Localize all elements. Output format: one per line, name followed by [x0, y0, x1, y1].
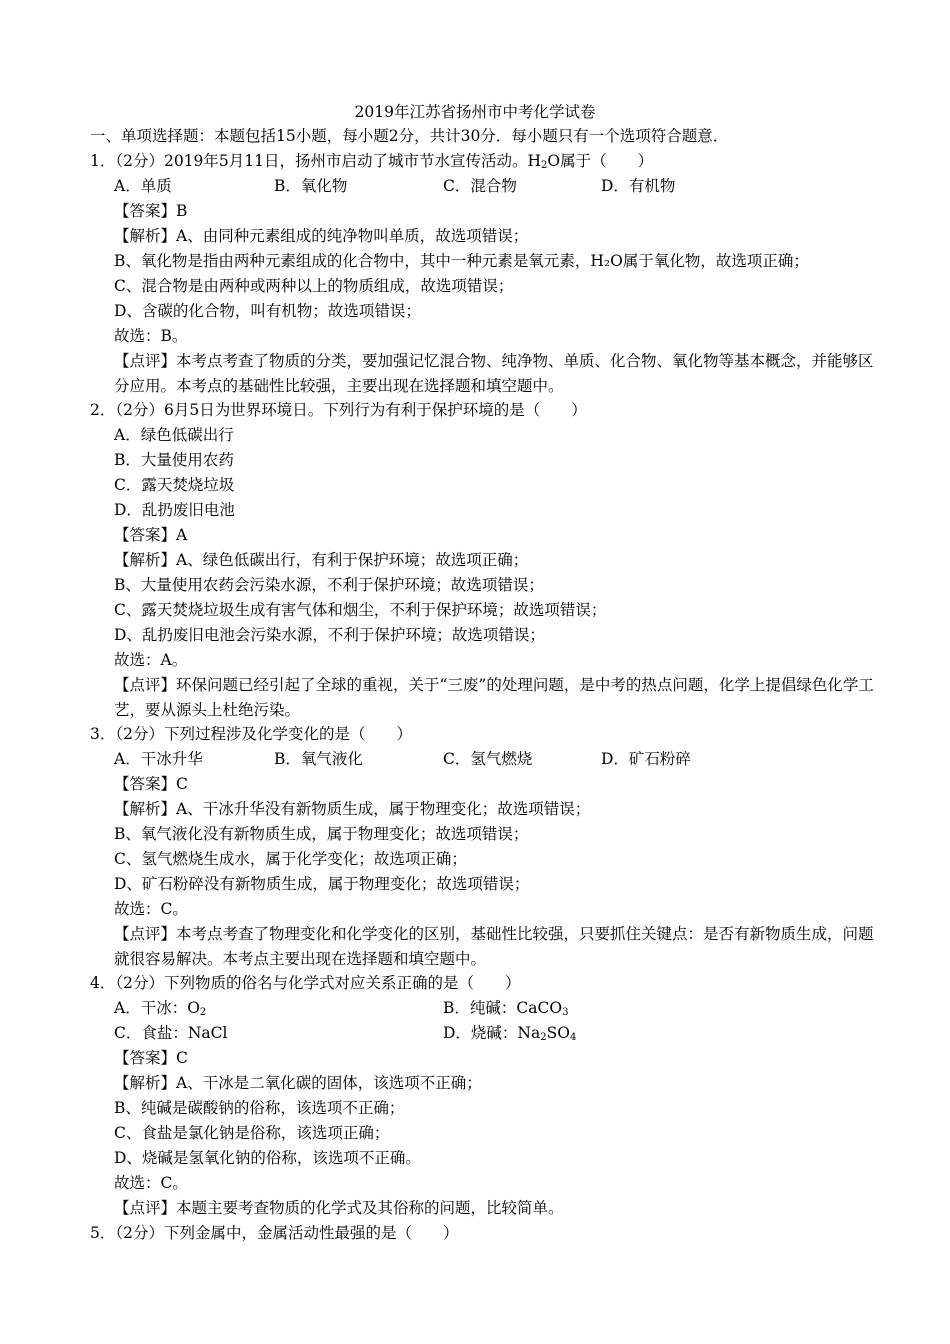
q1-comment: 【点评】本考点考查了物质的分类，要加强记忆混合物、纯净物、单质、化合物、氧化物等基本概念，并能够区分应用。本考点的基础性比较强，主要出现在选择题和填空题中。 [114, 352, 874, 395]
q4-analysis-line: 故选：C。 [114, 1174, 188, 1192]
q1-analysis-line: C、混合物是由两种或两种以上的物质组成，故选项错误； [114, 277, 514, 295]
question-2-stem: 2．（2分）6月5日为世界环境日。下列行为有利于保护环境的是（ ） [90, 401, 587, 419]
q2-answer: 【答案】A [114, 526, 188, 544]
q2-option-b: B．大量使用农药 [114, 451, 234, 469]
q3-analysis-line: 故选：C。 [114, 900, 188, 918]
q2-analysis-line: 【解析】A、绿色低碳出行，有利于保护环境；故选项正确； [114, 551, 529, 569]
q4-option-d: D．烧碱：$Na_2SO_4$ [443, 1024, 577, 1043]
q4-option-a: A．干冰：$O_2$ [114, 999, 207, 1018]
q2-comment: 【点评】环保问题已经引起了全球的重视，关于“三废”的处理问题，是中考的热点问题，化学上提倡绿色化学工艺，要从源头上杜绝污染。 [114, 676, 874, 719]
q2-analysis-line: 故选：A。 [114, 651, 188, 669]
q1-option-b: B．氧化物 [274, 177, 348, 195]
section-heading: 一、单项选择题：本题包括15小题，每小题2分，共计30分．每小题只有一个选项符合题意． [90, 127, 729, 145]
q3-analysis-line: 【解析】A、干冰升华没有新物质生成，属于物理变化；故选项错误； [114, 800, 591, 818]
q3-option-c: C．氢气燃烧 [443, 750, 533, 768]
q2-analysis-line: C、露天焚烧垃圾生成有害气体和烟尘，不利于保护环境；故选项错误； [114, 601, 607, 619]
q1-analysis-line: B、氧化物是指由两种元素组成的化合物中，其中一种元素是氧元素，H₂O属于氧化物，故选项正确； [114, 252, 809, 270]
q2-analysis-line: B、大量使用农药会污染水源，不利于保护环境；故选项错误； [114, 576, 544, 594]
q2-option-a: A．绿色低碳出行 [114, 426, 234, 444]
q3-answer: 【答案】C [114, 775, 188, 793]
q4-answer: 【答案】C [114, 1049, 188, 1067]
q2-analysis-line: D、乱扔废旧电池会污染水源，不利于保护环境；故选项错误； [114, 626, 545, 644]
q1-option-c: C．混合物 [443, 177, 517, 195]
q3-option-a: A．干冰升华 [114, 750, 203, 768]
q3-option-b: B．氧气液化 [274, 750, 363, 768]
q2-option-d: D．乱扔废旧电池 [114, 501, 235, 519]
q4-option-c: C．食盐：NaCl [114, 1024, 228, 1042]
q3-analysis-line: D、矿石粉碎没有新物质生成，属于物理变化；故选项错误； [114, 875, 530, 893]
q3-comment: 【点评】本考点考查了物理变化和化学变化的区别，基础性比较强，只要抓住关键点：是否有新物质生成，问题就很容易解决。本考点主要出现在选择题和填空题中。 [114, 925, 874, 968]
q1-answer: 【答案】B [114, 202, 188, 220]
q4-comment: 【点评】本题主要考查物质的化学式及其俗称的问题，比较简单。 [114, 1199, 564, 1217]
q3-option-d: D．矿石粉碎 [601, 750, 691, 768]
q1-option-d: D．有机物 [601, 177, 676, 195]
q1-analysis-line: D、含碳的化合物，叫有机物；故选项错误； [114, 302, 421, 320]
question-5-stem: 5．（2分）下列金属中，金属活动性最强的是（ ） [90, 1224, 459, 1242]
q4-analysis-line: D、烧碱是氢氧化钠的俗称，该选项不正确。 [114, 1149, 421, 1167]
q3-analysis-line: C、氢气燃烧生成水，属于化学变化；故选项正确； [114, 850, 467, 868]
question-3-stem: 3．（2分）下列过程涉及化学变化的是（ ） [90, 725, 412, 743]
q4-analysis-line: B、纯碱是碳酸钠的俗称，该选项不正确； [114, 1099, 405, 1117]
question-4-stem: 4．（2分）下列物质的俗名与化学式对应关系正确的是（ ） [90, 974, 521, 992]
q3-analysis-line: B、氧气液化没有新物质生成，属于物理变化；故选项错误； [114, 825, 529, 843]
q1-analysis-line: 故选：B。 [114, 327, 188, 345]
page-title: 2019年江苏省扬州市中考化学试卷 [354, 103, 596, 121]
question-1-stem: 1．（2分）2019年5月11日，扬州市启动了城市节水宣传活动。$H_2O$属于（ ） [90, 152, 654, 171]
q4-analysis-line: C、食盐是氯化钠是俗称，该选项正确； [114, 1124, 390, 1142]
q1-option-a: A．单质 [114, 177, 172, 195]
q1-analysis-line: 【解析】A、由同种元素组成的纯净物叫单质，故选项错误； [114, 227, 529, 245]
q4-analysis-line: 【解析】A、干冰是二氧化碳的固体，该选项不正确； [114, 1074, 482, 1092]
q2-option-c: C．露天焚烧垃圾 [114, 476, 235, 494]
q4-option-b: B．纯碱：CaCO$_3$ [443, 999, 569, 1018]
